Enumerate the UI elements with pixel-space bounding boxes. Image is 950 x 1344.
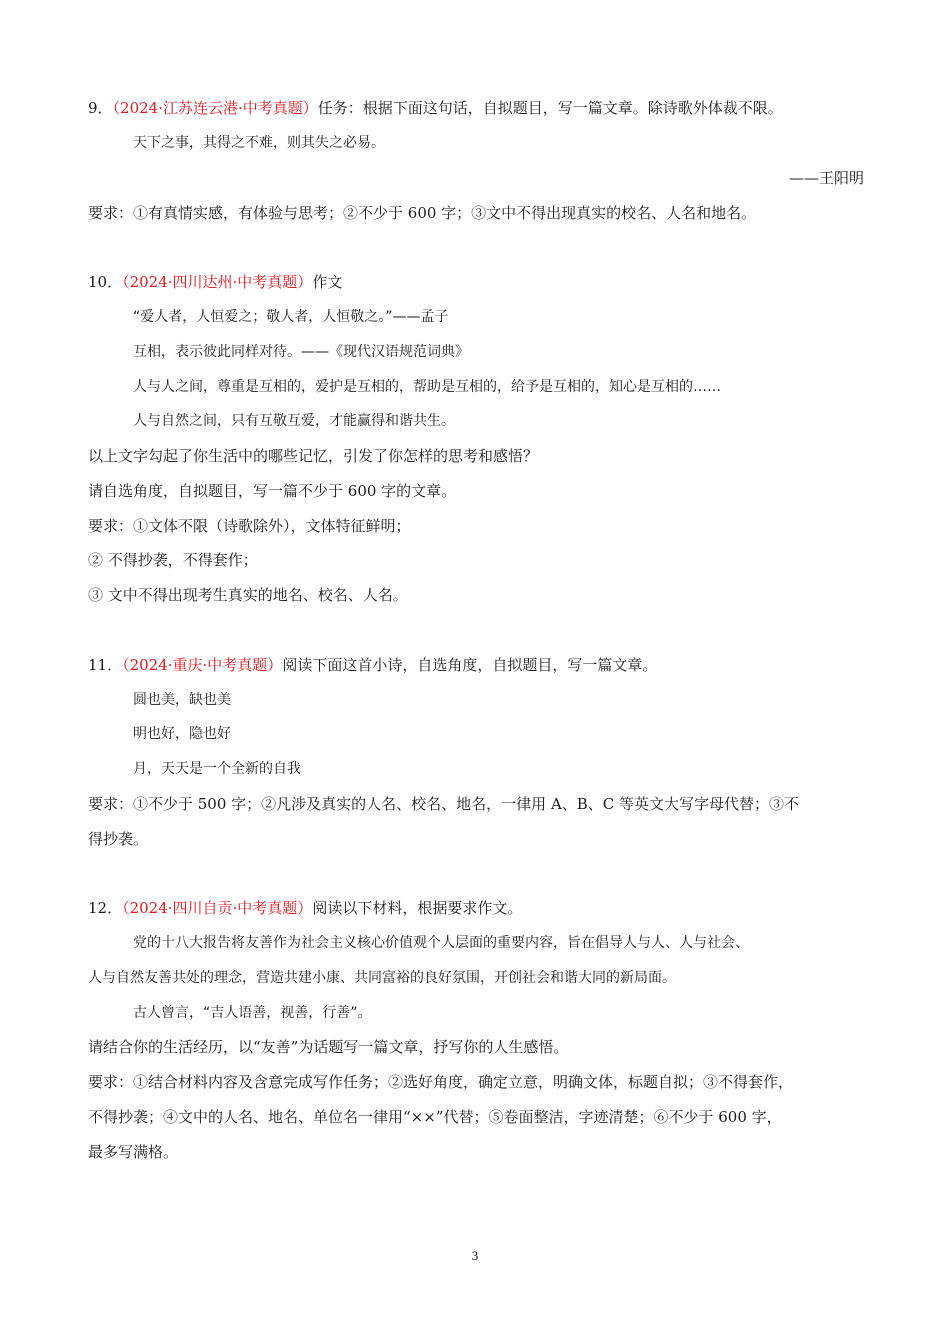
q10-material-2: 互相，表示彼此同样对待。——《现代汉语规范词典》 — [133, 344, 469, 360]
page-number: 3 — [471, 1248, 479, 1263]
q9-author: ——王阳明 — [788, 169, 864, 187]
q10-material-3: 人与人之间，尊重是互相的，爱护是互相的，帮助是互相的，给予是互相的，知心是互相的…… — [133, 379, 721, 395]
q11-number: 11． — [88, 656, 123, 674]
q10-prompt: 作文 — [312, 273, 343, 291]
q10-requirement-3: ③ 文中不得出现考生真实的地名、校名、人名。 — [88, 586, 408, 604]
q11-requirements-line-1: 要求：①不少于 500 字；②凡涉及真实的人名、校名、地名，一律用 A、B、C 等英文大写字母代替；③不 — [88, 795, 800, 813]
q9-heading — [88, 98, 864, 118]
q10-material-1: “爱人者，人恒爱之；敬人者，人恒敬之。”——孟子 — [133, 309, 449, 325]
q12-heading — [88, 898, 864, 918]
q12-number: 12． — [88, 899, 123, 917]
q10-source: （2024·四川达州·中考真题） — [122, 273, 313, 291]
q9-prompt: 任务：根据下面这句话，自拟题目，写一篇文章。除诗歌外体裁不限。 — [317, 99, 783, 117]
q12-requirements-line-1: 要求：①结合材料内容及含意完成写作任务；②选好角度，确定立意，明确文体，标题自拟；③不得套作， — [88, 1073, 794, 1091]
q12-material-line-1: 党的十八大报告将友善作为社会主义核心价值观个人层面的重要内容，旨在倡导人与人、人与社会、 — [133, 935, 749, 951]
q10-material-4: 人与自然之间，只有互敬互爱，才能赢得和谐共生。 — [133, 413, 455, 429]
q10-number: 10． — [88, 273, 123, 291]
q10-question-2: 请自选角度，自拟题目，写一篇不少于 600 字的文章。 — [88, 482, 457, 500]
q12-task: 请结合你的生活经历，以“友善”为话题写一篇文章，抒写你的人生感悟。 — [88, 1038, 569, 1056]
q12-source: （2024·四川自贡·中考真题） — [122, 899, 313, 917]
q10-question-1: 以上文字勾起了你生活中的哪些记忆，引发了你怎样的思考和感悟？ — [88, 447, 539, 465]
q12-requirements-line-2: 不得抄袭；④文中的人名、地名、单位名一律用“××”代替；⑤卷面整洁，字迹清楚；⑥不少于 600 字， — [88, 1108, 782, 1126]
q9-source: （2024·江苏连云港·中考真题） — [112, 99, 318, 117]
q11-poem-line-2: 明也好，隐也好 — [133, 726, 231, 742]
q12-prompt: 阅读以下材料，根据要求作文。 — [312, 899, 523, 917]
q11-requirements-line-2: 得抄袭。 — [88, 830, 149, 848]
q9-number: 9． — [88, 99, 113, 117]
q10-requirement-1: 要求：①文体不限（诗歌除外），文体特征鲜明； — [88, 517, 411, 535]
q11-heading — [88, 655, 864, 675]
q10-requirement-2: ② 不得抄袭，不得套作； — [88, 551, 258, 569]
q11-source: （2024·重庆·中考真题） — [122, 656, 283, 674]
q12-requirements-line-3: 最多写满格。 — [88, 1143, 179, 1161]
q9-requirements: 要求：①有真情实感，有体验与思考；②不少于 600 字；③文中不得出现真实的校名、人名和地名。 — [88, 204, 757, 222]
q12-material-line-2: 人与自然友善共处的理念，营造共建小康、共同富裕的良好氛围，开创社会和谐大同的新局面。 — [88, 970, 676, 986]
q10-heading — [88, 272, 864, 292]
q11-poem-line-1: 圆也美，缺也美 — [133, 692, 231, 708]
q9-quote: 天下之事，其得之不难，则其失之必易。 — [133, 135, 385, 151]
q11-prompt: 阅读下面这首小诗，自选角度，自拟题目，写一篇文章。 — [282, 656, 658, 674]
q11-poem-line-3: 月，天天是一个全新的自我 — [133, 761, 301, 777]
q12-material-quote: 古人曾言，“吉人语善，视善，行善”。 — [133, 1005, 372, 1021]
